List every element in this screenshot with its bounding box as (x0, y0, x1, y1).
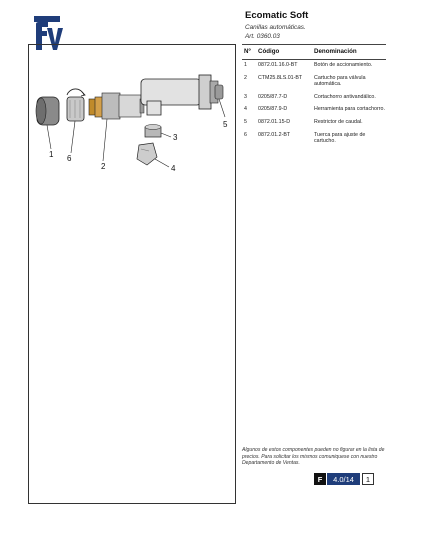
row-number: 6 (244, 131, 247, 138)
callout-2: 2 (101, 162, 106, 171)
table-row (242, 92, 386, 105)
row-number: 4 (244, 106, 247, 113)
row-name: Tuerca para ajuste de cartucho. (314, 131, 366, 145)
part-4-tool-shape (137, 143, 157, 165)
part-5-restrictor-shape (215, 85, 223, 99)
table-row (242, 73, 386, 92)
row-code: 0205/87.9-D (258, 106, 288, 113)
page-number: 1 (362, 473, 374, 485)
product-subtitle: Canillas automáticas. (245, 24, 306, 31)
row-code: CTM25.8LS.01-BT (258, 74, 303, 81)
exploded-drawing (29, 45, 237, 245)
callout-6: 6 (67, 154, 72, 163)
section-letter: F (314, 473, 326, 485)
row-code: 0872.01.2-BT (258, 131, 291, 138)
tap-body-shape (141, 75, 218, 115)
drawing-frame (28, 44, 236, 504)
row-number: 5 (244, 119, 247, 126)
callout-1: 1 (49, 150, 54, 159)
row-name: Cartucho para válvula automática. (314, 74, 366, 88)
row-name: Botón de accionamiento. (314, 62, 373, 68)
col-name-header: Denominación (314, 48, 357, 55)
col-code-header: Código (258, 48, 280, 55)
row-code: 0205/87.7-D (258, 93, 288, 100)
row-name: Cortachorro antivandálico. (314, 93, 376, 100)
row-number: 3 (244, 93, 247, 100)
table-row (242, 117, 386, 130)
part-2-cartridge-shape (89, 93, 144, 119)
row-number: 2 (244, 74, 247, 81)
article-number: Art. 0360.03 (245, 33, 280, 40)
section-code: 4.0/14 (326, 473, 360, 485)
table-row (242, 104, 386, 117)
row-name: Restrictor de caudal. (314, 119, 363, 126)
parts-table-header (242, 44, 386, 60)
title-block (245, 10, 385, 40)
table-row (242, 130, 386, 149)
row-number: 1 (244, 62, 247, 68)
callout-5: 5 (223, 120, 228, 129)
parts-table (242, 44, 386, 149)
availability-note: Algunos de estos componentes pueden no figurar en la lista de precios. Para solicitar los mismos comuniquese con nuestro Departamento de Ventas. (242, 447, 385, 467)
row-code: 0872.01.16.0-BT (258, 62, 298, 68)
table-row (242, 60, 386, 73)
row-code: 0872.01.15-D (258, 119, 291, 126)
part-3-aerator-shape (145, 125, 161, 138)
callout-4: 4 (171, 164, 176, 173)
part-1-button-shape (36, 97, 59, 125)
product-title: Ecomatic Soft (245, 10, 309, 21)
part-6-nut-shape (67, 89, 85, 121)
callout-3: 3 (173, 133, 178, 142)
page-tag (314, 473, 374, 485)
row-name: Herramienta para cortachorro. (314, 106, 385, 113)
col-number-header: Nº (244, 48, 251, 55)
